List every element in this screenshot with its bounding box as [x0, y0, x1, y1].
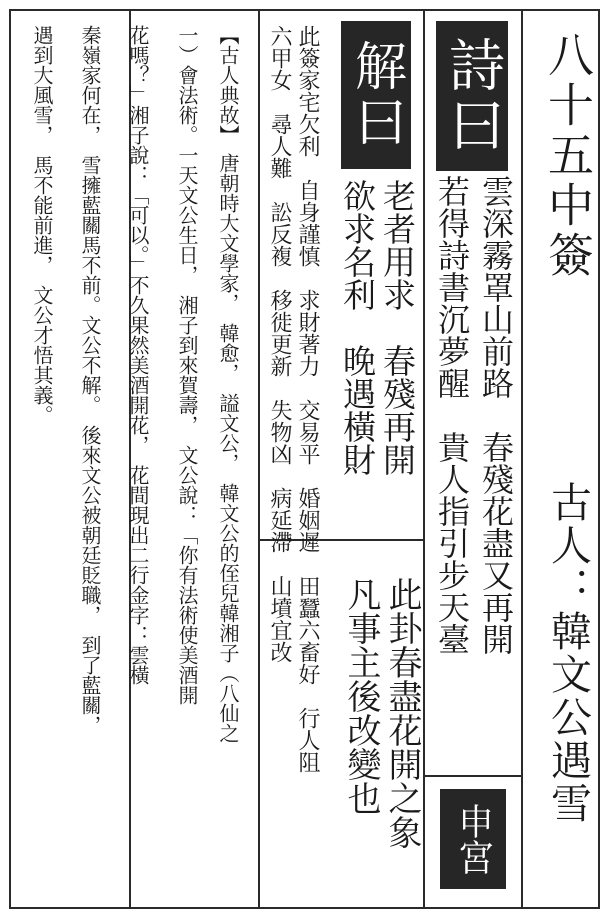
story-line-5: 遇到大風雪， 馬不能前進， 文公才悟其義。	[30, 25, 54, 425]
divider-palace	[423, 775, 521, 777]
story-line-4: 秦嶺家何在， 雪擁藍關馬不前。文公不解。 後來文公被朝廷貶職， 到了藍關，	[78, 25, 102, 735]
divider-poem	[521, 11, 523, 907]
explain-line-1: 老者用求 春殘再開	[378, 179, 417, 476]
explain-summary-1: 此卦春盡花開之象	[382, 577, 422, 849]
divider-details	[258, 11, 260, 907]
ancient-figure: 古人：韓文公遇雪	[544, 481, 592, 825]
divider-explain	[423, 11, 425, 907]
story-line-1: 唐朝時大文學家， 韓愈， 謚文公， 韓文公的侄兒韓湘子（八仙之	[216, 153, 240, 743]
poem-line-2: 若得詩書沉夢醒 貴人指引步天臺	[433, 175, 471, 655]
story-label: 【古人典故】	[216, 25, 240, 145]
story-line-2: 一）會法術。一天文公生日， 湘子到來賀壽， 文公說：「你有法術使美酒開	[175, 25, 199, 705]
explain-line-2: 欲求名利 晚遇橫財	[338, 179, 377, 476]
fortune-slip-page	[9, 9, 600, 909]
explain-heading: 解曰	[341, 21, 411, 169]
palace-badge: 申宮	[440, 789, 506, 889]
explain-summary-2: 凡事主後改變也	[341, 577, 381, 815]
detail-line-2: 六甲女 尋人難 訟反複 移徙更新 失物凶 病延滯 山墳宜改	[267, 25, 292, 663]
detail-line-1: 此簽家宅欠利 自身謹慎 求財著力 交易平 婚姻遲 田蠶六畜好 行人阻	[295, 25, 320, 773]
poem-line-1: 雲深霧罩山前路 春殘花盡又再開	[477, 175, 515, 655]
poem-heading: 詩曰	[436, 21, 508, 171]
slip-title: 八十五中簽	[541, 31, 595, 281]
story-line-3: 花嗎？」湘子說：「可以。」不久果然美酒開花， 花間現出二行金字：雲橫	[126, 25, 150, 685]
